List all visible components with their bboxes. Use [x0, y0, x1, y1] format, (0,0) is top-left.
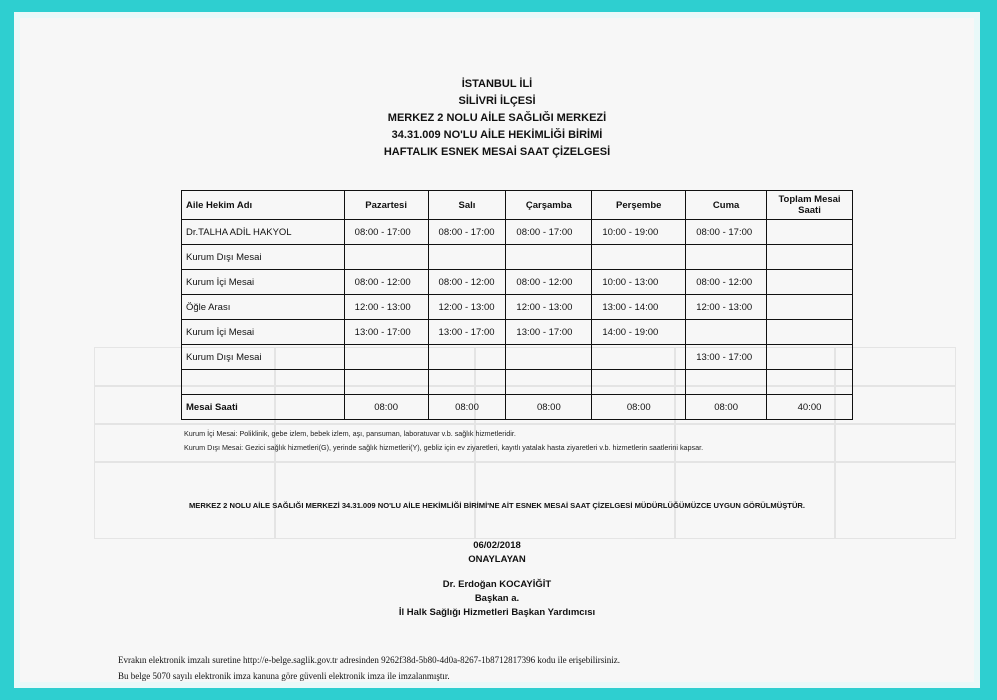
table-cell: 08:00 - 17:00 [506, 220, 592, 245]
table-cell: 08:00 - 17:00 [428, 220, 506, 245]
row-label: Kurum Dışı Mesai [182, 345, 345, 370]
note-outside-hours: Kurum Dışı Mesai: Gezici sağlık hizmetleri(G), yerinde sağlık hizmetleri(Y), gebliz için ev ziyaretleri, kayıtlı yatalak hasta ziyaretleri v.b. hizmetlerin saatlerini kapsar. [184, 443, 704, 452]
table-row [182, 320, 853, 345]
total-label: Mesai Saati [182, 395, 345, 420]
table-cell [767, 270, 853, 295]
table-cell: 08:00 - 17:00 [686, 220, 767, 245]
table-cell [686, 320, 767, 345]
signer-title: İl Halk Sağlığı Hizmetleri Başkan Yardımcısı [398, 607, 596, 618]
column-header-wednesday: Çarşamba [506, 191, 592, 220]
table-cell [767, 370, 853, 395]
note-inside-hours: Kurum İçi Mesai: Poliklinik, gebe izlem, bebek izlem, aşı, pansuman, laboratuvar v.b. sağlık hizmetleridir. [184, 429, 516, 438]
table-row [182, 295, 853, 320]
table-cell: 08:00 - 12:00 [344, 270, 428, 295]
table-cell [767, 220, 853, 245]
total-hours-cell: 40:00 [767, 395, 853, 420]
approval-statement: MERKEZ 2 NOLU AİLE SAĞLIĞI MERKEZİ 34.31.009 NO'LU AİLE HEKİMLİĞİ BİRİMİ'NE AİT ESNEK MESAİ SAAT ÇİZELGESİ MÜDÜRLÜĞÜMÜZCE UYGUN GÖRÜLMÜŞTÜR. [188, 501, 806, 510]
table-cell [344, 345, 428, 370]
schedule-table [181, 190, 853, 420]
table-cell: 13:00 - 17:00 [344, 320, 428, 345]
table-cell [344, 370, 428, 395]
table-cell [428, 370, 506, 395]
total-cell: 08:00 [506, 395, 592, 420]
signature-block [14, 539, 980, 620]
row-label: Kurum Dışı Mesai [182, 245, 345, 270]
table-row [182, 345, 853, 370]
table-cell: 08:00 - 12:00 [506, 270, 592, 295]
table-cell: 13:00 - 17:00 [428, 320, 506, 345]
total-cell: 08:00 [686, 395, 767, 420]
row-label [182, 370, 345, 395]
footer-legal-text: Bu belge 5070 sayılı elektronik imza kanuna göre güvenli elektronik imza ile imzalanmıştır. [118, 671, 450, 681]
table-cell: 08:00 - 12:00 [686, 270, 767, 295]
header-district: SİLİVRİ İLÇESİ [458, 95, 536, 107]
table-cell [767, 320, 853, 345]
row-label: Kurum İçi Mesai [182, 320, 345, 345]
table-cell: 08:00 - 17:00 [344, 220, 428, 245]
table-cell [767, 245, 853, 270]
table-cell [506, 345, 592, 370]
table-cell: 12:00 - 13:00 [428, 295, 506, 320]
table-row [182, 220, 853, 245]
table-cell: 12:00 - 13:00 [344, 295, 428, 320]
table-cell [686, 370, 767, 395]
total-cell: 08:00 [592, 395, 686, 420]
header-center: MERKEZ 2 NOLU AİLE SAĞLIĞI MERKEZİ [387, 112, 607, 124]
total-cell: 08:00 [344, 395, 428, 420]
table-cell [767, 345, 853, 370]
total-row [182, 395, 853, 420]
row-label: Kurum İçi Mesai [182, 270, 345, 295]
table-cell [428, 245, 506, 270]
table-cell: 13:00 - 14:00 [592, 295, 686, 320]
header-title: HAFTALIK ESNEK MESAİ SAAT ÇİZELGESİ [383, 146, 611, 158]
table-cell: 14:00 - 19:00 [592, 320, 686, 345]
table-row [182, 370, 853, 395]
column-header-monday: Pazartesi [344, 191, 428, 220]
column-header-friday: Cuma [686, 191, 767, 220]
table-header-row [182, 191, 853, 220]
table-row [182, 245, 853, 270]
approval-status: ONAYLAYAN [468, 554, 526, 565]
document-header [14, 75, 980, 160]
table-cell: 13:00 - 17:00 [506, 320, 592, 345]
approval-date: 06/02/2018 [473, 540, 521, 551]
column-header-name: Aile Hekim Adı [182, 191, 345, 220]
document-page [14, 12, 980, 688]
table-cell [767, 295, 853, 320]
header-unit: 34.31.009 NO'LU AİLE HEKİMLİĞİ BİRİMİ [391, 129, 603, 141]
table-cell [506, 370, 592, 395]
table-cell [592, 370, 686, 395]
column-header-total: Toplam Mesai Saati [767, 191, 853, 220]
table-cell [428, 345, 506, 370]
column-header-tuesday: Salı [428, 191, 506, 220]
table-row [182, 270, 853, 295]
document-footer [118, 652, 620, 684]
header-province: İSTANBUL İLİ [461, 78, 533, 90]
table-cell: 13:00 - 17:00 [686, 345, 767, 370]
legend-notes [184, 427, 703, 455]
signer-name: Dr. Erdoğan KOCAYİĞİT [442, 579, 552, 590]
row-label: Öğle Arası [182, 295, 345, 320]
table-cell: 10:00 - 13:00 [592, 270, 686, 295]
signer-role: Başkan a. [474, 593, 520, 604]
column-header-thursday: Perşembe [592, 191, 686, 220]
table-cell: 12:00 - 13:00 [506, 295, 592, 320]
table-cell: 10:00 - 19:00 [592, 220, 686, 245]
table-cell: 12:00 - 13:00 [686, 295, 767, 320]
footer-verification-text: Evrakın elektronik imzalı suretine http://e-belge.saglik.gov.tr adresinden 9262f38d-5b80-4d0a-8267-1b8712817396 kodu ile erişebilirsiniz. [118, 655, 621, 665]
table-cell [592, 345, 686, 370]
table-cell [686, 245, 767, 270]
table-cell [592, 245, 686, 270]
table-cell [506, 245, 592, 270]
table-cell [344, 245, 428, 270]
total-cell: 08:00 [428, 395, 506, 420]
row-label: Dr.TALHA ADİL HAKYOL [182, 220, 345, 245]
table-cell: 08:00 - 12:00 [428, 270, 506, 295]
